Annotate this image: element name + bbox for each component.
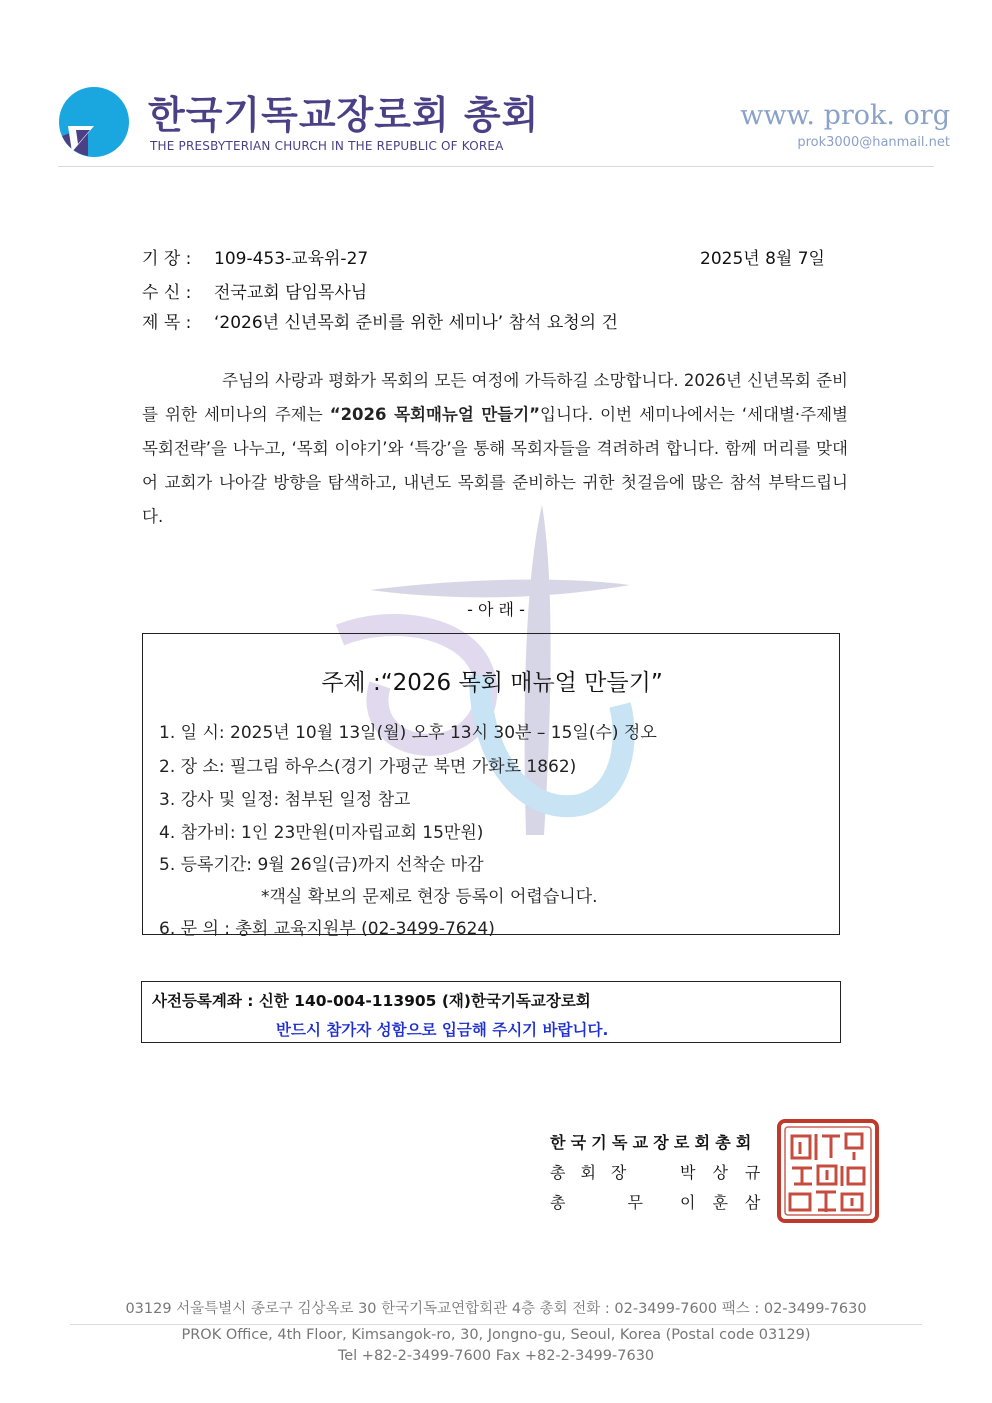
body-paragraph xyxy=(142,364,848,534)
event-item: 2. 장 소: 필그림 하우스(경기 가평군 북면 가화로 1862) xyxy=(159,757,577,777)
event-item: 4. 참가비: 1인 23만원(미자립교회 15만원) xyxy=(159,823,484,843)
body-text-1: 주님의 사랑과 평화가 목회의 모든 여정에 가득하길 소망합니다. 2026년 신년목회 준비를 위한 세미나의 주제는 xyxy=(142,371,848,424)
body-theme: “2026 목회매뉴얼 만들기” xyxy=(329,405,541,424)
footer-address-en: PROK Office, 4th Floor, Kimsangok-ro, 30, Jongno-gu, Seoul, Korea (Postal code 03129) xyxy=(181,1327,811,1343)
event-item: 1. 일 시: 2025년 10월 13일(월) 오후 13시 30분 – 15일(수) 정오 xyxy=(159,723,657,743)
footer-phone-en: Tel +82-2-3499-7600 Fax +82-2-3499-7630 xyxy=(337,1348,655,1364)
account-box xyxy=(141,981,841,1043)
subject xyxy=(142,308,618,333)
official-seal-icon xyxy=(776,1118,880,1224)
signature-title: 총무 xyxy=(550,1193,705,1212)
body-text-2: 입니다. 이번 세미나에서는 ‘세대별·주제별 목회전략’을 나누고, ‘목회 이야기’와 ‘특강’을 통해 목회자들을 격려하려 합니다. 함께 머리를 맞대어 교회가 나아갈 방향을 탐색하고, 내년도 목회를 준비하는 귀한 첫걸음에 많은 참석 부탁드립니다. xyxy=(142,405,848,526)
footer-address-ko: 03129 서울특별시 종로구 김상옥로 30 한국기독교연합회관 4층 총회 전화 : 02-3499-7600 팩스 : 02-3499-7630 xyxy=(125,1301,867,1317)
org-name-en: THE PRESBYTERIAN CHURCH IN THE REPUBLIC OF KOREA xyxy=(150,139,504,153)
subject-value: ‘2026년 신년목회 준비를 위한 세미나’ 참석 요청의 건 xyxy=(214,313,618,333)
event-item: 6. 문 의 : 총회 교육지원부 (02-3499-7624) xyxy=(159,919,495,939)
event-title: 주제 :“2026 목회 매뉴얼 만들기” xyxy=(321,670,663,696)
signature-title: 총회장 xyxy=(550,1163,642,1182)
doc-number-label: 기 장 : xyxy=(142,249,192,269)
prok-cross-logo-icon xyxy=(58,86,130,158)
event-note: *객실 확보의 문제로 현장 등록이 어렵습니다. xyxy=(261,887,598,907)
email-link[interactable]: prok3000@hanmail.net xyxy=(797,135,950,150)
signature-name: 박상규 xyxy=(680,1163,778,1182)
org-name-ko: 한국기독교장로회 총회 xyxy=(148,93,540,137)
event-item: 5. 등록기간: 9월 26일(금)까지 선착순 마감 xyxy=(159,855,484,875)
footer-divider xyxy=(70,1324,922,1325)
signature-org: 한국기독교장로회총회 xyxy=(550,1133,757,1152)
recipient-label: 수 신 : xyxy=(142,283,192,303)
event-details-box xyxy=(142,633,840,939)
recipient-value: 전국교회 담임목사님 xyxy=(214,283,368,303)
signature-name: 이훈삼 xyxy=(680,1193,778,1212)
account-notice: 반드시 참가자 성함으로 입금해 주시기 바랍니다. xyxy=(276,1021,609,1039)
subject-label: 제 목 : xyxy=(142,313,192,333)
event-item: 3. 강사 및 일정: 첨부된 일정 참고 xyxy=(159,790,411,810)
recipient xyxy=(142,278,367,303)
header-divider xyxy=(58,166,934,167)
notice-heading: - 아 래 - xyxy=(467,600,525,619)
doc-number xyxy=(142,244,368,269)
doc-date: 2025년 8월 7일 xyxy=(700,249,825,269)
website-link[interactable]: www. prok. org xyxy=(740,100,950,131)
account-info: 사전등록계좌 : 신한 140-004-113905 (재)한국기독교장로회 xyxy=(152,992,591,1010)
doc-number-value: 109-453-교육위-27 xyxy=(214,249,369,269)
